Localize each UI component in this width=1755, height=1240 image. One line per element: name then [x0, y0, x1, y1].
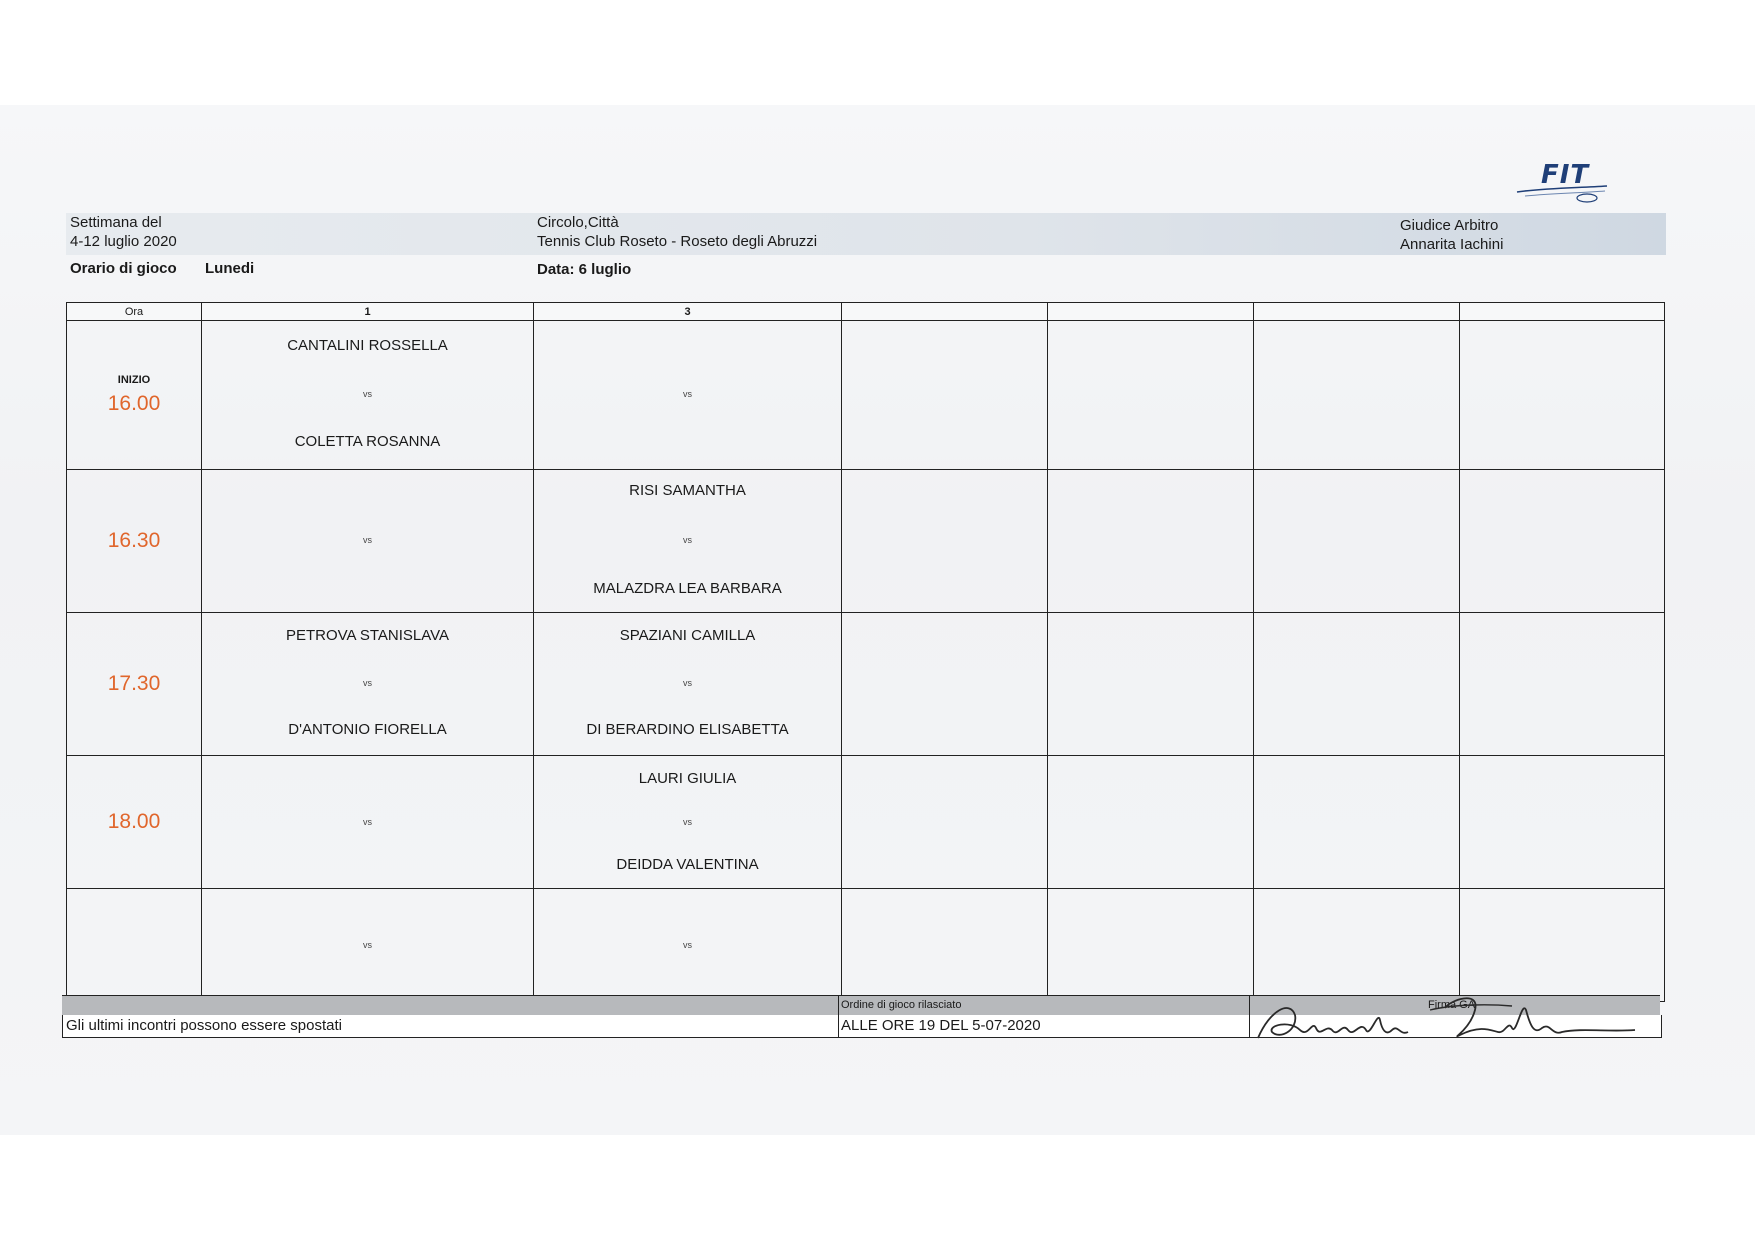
player-2: DEIDDA VALENTINA: [616, 856, 759, 873]
match-cell: [202, 613, 534, 756]
col-header-empty: [1254, 303, 1460, 321]
col-header-empty: [842, 303, 1048, 321]
empty-cell: [1254, 470, 1460, 613]
order-value: ALLE ORE 19 DEL 5-07-2020: [841, 1017, 1041, 1034]
empty-cell: [1048, 889, 1254, 1002]
match-cell: [202, 756, 534, 889]
signature-scribble: [1250, 980, 1640, 1050]
signature-label: Firma GA: [1428, 999, 1476, 1011]
col-header-court-1: 1: [202, 303, 534, 321]
week-value: 4-12 luglio 2020: [70, 233, 177, 250]
match-cell: [202, 321, 534, 470]
club-value: Tennis Club Roseto - Roseto degli Abruzzi: [537, 233, 818, 250]
col-header-empty: [1460, 303, 1665, 321]
referee-label: Giudice Arbitro: [1400, 217, 1499, 234]
empty-cell: [1048, 756, 1254, 889]
player-1: PETROVA STANISLAVA: [285, 627, 450, 644]
table-row: [67, 470, 1665, 613]
table-row: [67, 613, 1665, 756]
player-2: D'ANTONIO FIORELLA: [288, 721, 447, 738]
table-header-row: [67, 303, 1665, 321]
start-label: INIZIO: [117, 374, 151, 386]
vs-label: vs: [363, 389, 372, 399]
empty-cell: [842, 756, 1048, 889]
table-row: [67, 321, 1665, 470]
day-value: Lunedi: [205, 260, 255, 277]
vs-label: vs: [363, 940, 372, 950]
table-row: [67, 756, 1665, 889]
empty-cell: [1254, 756, 1460, 889]
time-cell: [67, 889, 202, 1002]
vs-label: vs: [363, 535, 372, 545]
empty-cell: [842, 889, 1048, 1002]
time-value: 16.00: [107, 392, 161, 415]
club-label: Circolo,Città: [537, 214, 619, 231]
logo-swoosh-icon: [1515, 184, 1610, 206]
empty-cell: [842, 321, 1048, 470]
order-label: Ordine di gioco rilasciato: [841, 999, 962, 1011]
fit-logo: [1515, 160, 1610, 206]
match-cell: [534, 756, 842, 889]
vs-label: vs: [363, 678, 372, 688]
match-cell: [534, 470, 842, 613]
empty-cell: [1254, 321, 1460, 470]
footer-note: Gli ultimi incontri possono essere spostati: [66, 1017, 342, 1034]
time-value: 18.00: [107, 810, 161, 833]
week-label: Settimana del: [70, 214, 162, 231]
empty-cell: [1048, 613, 1254, 756]
vs-label: vs: [363, 817, 372, 827]
time-cell: [67, 613, 202, 756]
vs-label: vs: [683, 940, 692, 950]
date-value: Data: 6 luglio: [537, 261, 632, 278]
col-header-court-3: 3: [534, 303, 842, 321]
player-2: MALAZDRA LEA BARBARA: [593, 580, 782, 597]
time-value: 17.30: [107, 672, 161, 695]
referee-name: Annarita Iachini: [1400, 236, 1504, 253]
player-2: DI BERARDINO ELISABETTA: [586, 721, 789, 738]
empty-cell: [842, 470, 1048, 613]
match-cell: [202, 889, 534, 1002]
footer-divider: [838, 995, 839, 1037]
schedule-label: Orario di gioco: [70, 260, 177, 277]
match-cell: [534, 321, 842, 470]
empty-cell: [1460, 756, 1665, 889]
empty-cell: [1048, 470, 1254, 613]
empty-cell: [1048, 321, 1254, 470]
empty-cell: [1460, 613, 1665, 756]
col-header-ora: Ora: [67, 303, 202, 321]
vs-label: vs: [683, 535, 692, 545]
time-value: 16.30: [107, 529, 161, 552]
vs-label: vs: [683, 817, 692, 827]
player-1: CANTALINI ROSSELLA: [287, 337, 448, 354]
empty-cell: [1460, 321, 1665, 470]
time-cell: [67, 756, 202, 889]
week-block: [70, 213, 177, 251]
player-2: COLETTA ROSANNA: [294, 433, 441, 450]
match-cell: [534, 613, 842, 756]
time-cell: [67, 321, 202, 470]
club-block: [537, 213, 817, 251]
player-1: SPAZIANI CAMILLA: [619, 627, 756, 644]
match-cell: [534, 889, 842, 1002]
empty-cell: [1254, 613, 1460, 756]
match-cell: [202, 470, 534, 613]
referee-block: [1400, 216, 1503, 254]
schedule-table: [66, 302, 1665, 1002]
vs-label: vs: [683, 389, 692, 399]
time-cell: [67, 470, 202, 613]
player-1: RISI SAMANTHA: [629, 482, 746, 499]
vs-label: vs: [683, 678, 692, 688]
player-1: LAURI GIULIA: [638, 770, 737, 787]
fit-logo-text: FIT: [1541, 160, 1590, 190]
col-header-empty: [1048, 303, 1254, 321]
empty-cell: [1460, 470, 1665, 613]
empty-cell: [842, 613, 1048, 756]
